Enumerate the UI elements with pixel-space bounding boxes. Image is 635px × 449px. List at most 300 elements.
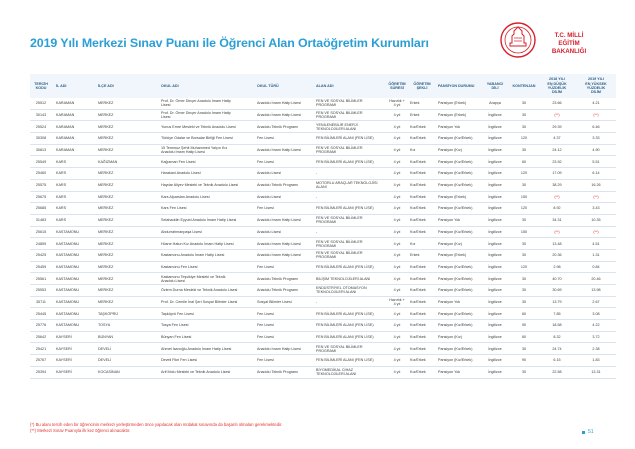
cell-code: 25460 — [35, 171, 47, 176]
cell-dil: İngilizce — [488, 323, 502, 328]
cell-il: KASTAMONU — [56, 323, 80, 328]
cell-p2019: 3.08 — [592, 311, 600, 316]
cell-sure: 4 yıl — [393, 241, 401, 246]
cell-sekil: Kız/Erkek — [410, 136, 426, 141]
cell-sure: 4 yıl — [393, 136, 401, 141]
cell-alan: BİYOMEDİKAL CİHAZ TEKNOLOJİLERİ ALANI — [316, 368, 357, 377]
cell-il: KASTAMONU — [56, 299, 80, 304]
cell-sekil: Kız — [410, 148, 416, 153]
cell-il: KARAMAN — [56, 101, 75, 106]
cell-ilce: MERKEZ — [98, 136, 114, 141]
cell-tur: Anadolu Lisesi — [257, 194, 281, 199]
cell-tur: Anadolu İmam Hatip Lisesi — [257, 253, 301, 258]
cell-ilce: MERKEZ — [98, 148, 114, 153]
cell-sure: 4 yıl — [393, 183, 401, 188]
cell-p2018: 20.36 — [552, 253, 562, 258]
cell-sure: 4 yıl — [393, 323, 401, 328]
cell-pansiyon: Pansiyon (Kız/Erkek) — [438, 171, 473, 176]
cell-tur: Anadolu İmam Hatip Lisesi — [257, 241, 301, 246]
cell-p2019: 10.35 — [591, 218, 601, 223]
cell-kontenjan: 90 — [521, 323, 527, 328]
cell-p2018: 8.32 — [553, 335, 561, 340]
footnote-2: (**) Merkezi Sınav Puanıyla ilk kez öğrenci alınacaktır. — [30, 428, 131, 433]
cell-kontenjan: 30 — [521, 101, 527, 106]
cell-okul: Kağızman Fen Lisesi — [161, 159, 196, 164]
column-header-okul: OKUL ADI — [161, 83, 179, 88]
footnotes — [30, 422, 282, 434]
cell-pansiyon: Pansiyon (Kız) — [438, 148, 462, 153]
column-header-il: İL ADI — [56, 83, 67, 88]
cell-kontenjan: 90 — [521, 358, 527, 363]
cell-ilce: DEVELİ — [98, 358, 112, 363]
cell-tur: Anadolu İmam Hatip Lisesi — [257, 112, 301, 117]
cell-code: 25512 — [35, 101, 47, 106]
cell-p2018: 8.92 — [553, 206, 561, 211]
cell-p2018: 40.70 — [552, 276, 562, 281]
cell-tur: Anadolu Lisesi — [257, 229, 281, 234]
cell-ilce: MERKEZ — [98, 206, 114, 211]
cell-alan: FEN VE SOSYAL BİLİMLER PROGRAMI — [316, 146, 363, 155]
cell-il: KARS — [56, 194, 67, 199]
footnote-1: (*) Bu alanı tercih eden bir öğrencinin merkezi yerleştirmeden önce yapılacak olan mülakat sınavında da başarılı olmaları gerekmektedir. — [30, 422, 283, 427]
cell-sekil: Kız — [410, 241, 416, 246]
cell-code: 25524 — [35, 124, 47, 129]
cell-pansiyon: Pansiyon Yok — [438, 299, 461, 304]
cell-sekil: Kız/Erkek — [410, 264, 426, 269]
cell-tur: Anadolu Teknik Programı — [257, 183, 299, 188]
cell-okul: Kastamonu Teşvikiye Mesleki ve Teknik Anadolu Lisesi — [161, 274, 226, 283]
cell-code: 30143 — [35, 112, 47, 117]
cell-tur: Anadolu Teknik Programı — [257, 124, 299, 129]
cell-p2018: 13.48 — [552, 241, 562, 246]
cell-p2018: (**) — [554, 112, 560, 117]
cell-tur: Anadolu İmam Hatip Lisesi — [257, 101, 301, 106]
cell-il: KARAMAN — [56, 148, 75, 153]
cell-sure: Hazırlık + 4 yıl — [389, 99, 405, 108]
cell-p2018: 6.15 — [553, 358, 561, 363]
column-header-p2019: 2019 YILI EN YÜKSEK YÜZDELİK DİLİM — [585, 77, 607, 95]
cell-il: KASTAMONU — [56, 288, 80, 293]
cell-alan: FEN VE SOSYAL BİLİMLER PROGRAMI — [316, 344, 363, 353]
cell-sure: 4 yıl — [393, 218, 401, 223]
cell-p2018: 17.09 — [552, 171, 562, 176]
cell-p2018: 30.69 — [552, 288, 562, 293]
cell-p2018: 4.37 — [553, 136, 561, 141]
cell-pansiyon: Pansiyon (Kız/Erkek) — [438, 276, 473, 281]
cell-okul: Kastamonu Fen Lisesi — [161, 264, 198, 269]
cell-alan: - — [316, 229, 318, 234]
cell-dil: Arapça — [489, 101, 501, 106]
cell-sekil: Kız/Erkek — [410, 299, 426, 304]
cell-dil: İngilizce — [488, 276, 502, 281]
cell-pansiyon: Pansiyon (Kız) — [438, 241, 462, 246]
cell-code: 25459 — [35, 264, 47, 269]
cell-sekil: Erkek — [410, 101, 420, 106]
cell-dil: İngilizce — [488, 218, 502, 223]
cell-p2018: 13.79 — [552, 299, 562, 304]
cell-p2019: 13.31 — [591, 370, 601, 375]
cell-tur: Fen Lisesi — [257, 136, 274, 141]
cell-pansiyon: Pansiyon (Kız/Erkek) — [438, 206, 473, 211]
table-row — [30, 156, 616, 168]
cell-pansiyon: Pansiyon (Kız/Erkek) — [438, 323, 473, 328]
cell-kontenjan: 30 — [521, 253, 527, 258]
cell-alan: FEN BİLİMLERİ ALANI (FEN LİSE) — [316, 335, 374, 340]
cell-code: 25615 — [35, 229, 47, 234]
cell-pansiyon: Pansiyon (Kız/Erkek) — [438, 183, 473, 188]
cell-pansiyon: Pansiyon Yok — [438, 370, 461, 375]
cell-dil: İngilizce — [488, 194, 502, 199]
table-row — [30, 332, 616, 344]
cell-pansiyon: Pansiyon (Erkek) — [438, 194, 467, 199]
cell-okul: Harakani Anadolu Lisesi — [161, 171, 201, 176]
cell-p2018: 24.12 — [552, 148, 562, 153]
cell-il: KARAMAN — [56, 124, 75, 129]
cell-pansiyon: Pansiyon (Kız/Erkek) — [438, 311, 473, 316]
cell-kontenjan: 30 — [521, 276, 527, 281]
cell-sekil: Kız/Erkek — [410, 194, 426, 199]
cell-p2018: 18.58 — [552, 323, 562, 328]
column-header-p2018: 2018 YILI EN DÜŞÜK YÜZDELİK DİLİM — [547, 77, 567, 95]
cell-okul: Özlem Durna Mesleki ve Teknik Anadolu Lisesi — [161, 288, 238, 293]
cell-kontenjan: 30 — [521, 241, 527, 246]
cell-il: KAYSERİ — [56, 358, 72, 363]
table-row — [30, 168, 616, 180]
cell-sure: 4 yıl — [393, 148, 401, 153]
table-row — [30, 215, 616, 227]
cell-alan: MOTORLU ARAÇLAR TEKNOLOJİSİ ALANI — [316, 181, 378, 190]
cell-okul: Develi Fikri Fen Lisesi — [161, 358, 198, 363]
cell-dil: İngilizce — [488, 206, 502, 211]
cell-alan: FEN BİLİMLERİ ALANI (FEN LİSE) — [316, 159, 374, 164]
cell-kontenjan: 60 — [521, 159, 527, 164]
cell-p2018: 7.85 — [553, 311, 561, 316]
cell-kontenjan: 120 — [520, 136, 528, 141]
cell-sekil: Kız/Erkek — [410, 159, 426, 164]
ministry-logo-text: T.C. MİLLİ EĞİTİM BAKANLIĞI — [551, 32, 587, 55]
cell-kontenjan: 60 — [521, 335, 527, 340]
cell-il: KASTAMONU — [56, 264, 80, 269]
cell-alan: BİLİŞİM TEKNOLOJİLERİ ALANI — [316, 276, 371, 281]
cell-alan: - — [316, 194, 318, 199]
cell-dil: İngilizce — [488, 229, 502, 234]
cell-p2019: 2.67 — [592, 299, 600, 304]
cell-sekil: Erkek — [410, 112, 420, 117]
cell-p2019: 3.33 — [592, 136, 600, 141]
cell-ilce: TAŞKÖPRÜ — [98, 311, 119, 316]
cell-kontenjan: 150 — [520, 194, 528, 199]
cell-pansiyon: Pansiyon (Erkek) — [438, 112, 467, 117]
cell-sekil: Kız/Erkek — [410, 288, 426, 293]
table-row — [30, 320, 616, 332]
column-header-code: TERCİH KODU — [34, 81, 48, 90]
cell-okul: Yunus Emre Mesleki ve Teknik Anadolu Lisesi — [161, 124, 236, 129]
cell-sekil: Kız/Erkek — [410, 358, 426, 363]
table-row — [30, 297, 616, 309]
cell-il: KARAMAN — [56, 136, 75, 141]
cell-sekil: Kız/Erkek — [410, 346, 426, 351]
cell-okul: Kastamonu Anadolu İmam Hatip Lisesi — [161, 253, 225, 258]
cell-sure: 4 yıl — [393, 358, 401, 363]
cell-okul: Abdurrahmanpaşa Lisesi — [161, 229, 202, 234]
cell-il: KARS — [56, 159, 67, 164]
cell-il: KAYSERİ — [56, 335, 72, 340]
cell-kontenjan: 60 — [521, 311, 527, 316]
table-row — [30, 250, 616, 262]
cell-alan: FEN BİLİMLERİ ALANI (FEN LİSE) — [316, 358, 374, 363]
table-row — [30, 262, 616, 274]
cell-il: KASTAMONU — [56, 276, 80, 281]
cell-kontenjan: 30 — [521, 124, 527, 129]
cell-okul: Hüsne Hatun Kız Anadolu İmam Hatip Lisesi — [161, 241, 234, 246]
cell-okul: Kars Alparslan Anadolu Lisesi — [161, 194, 210, 199]
cell-dil: İngilizce — [488, 159, 502, 164]
cell-ilce: MERKEZ — [98, 288, 114, 293]
cell-code: 25767 — [35, 358, 47, 363]
cell-kontenjan: 120 — [520, 206, 528, 211]
cell-sekil: Kız/Erkek — [410, 171, 426, 176]
cell-pansiyon: Pansiyon (Kız/Erkek) — [438, 346, 473, 351]
cell-okul: Prof. Dr. Cemile İnal Şeri Sosyal Bilimler Lisesi — [161, 299, 238, 304]
cell-dil: İngilizce — [488, 171, 502, 176]
cell-p2019: 3.43 — [592, 206, 600, 211]
cell-dil: İngilizce — [488, 311, 502, 316]
cell-ilce: DEVELİ — [98, 346, 112, 351]
cell-pansiyon: Pansiyon (Erkek) — [438, 253, 467, 258]
cell-p2019: 5.51 — [592, 159, 600, 164]
table-row — [30, 192, 616, 204]
cell-code: 25549 — [35, 159, 47, 164]
cell-kontenjan: 30 — [521, 183, 527, 188]
cell-okul: Tosya Fen Lisesi — [161, 323, 189, 328]
column-header-ilce: İLÇE ADI — [98, 83, 114, 88]
cell-ilce: MERKEZ — [98, 112, 114, 117]
column-header-sure: ÖĞRETİM SÜRESİ — [388, 81, 406, 90]
cell-code: 25394 — [35, 370, 47, 375]
cell-pansiyon: Pansiyon (Kız/Erkek) — [438, 358, 473, 363]
cell-code: 30308 — [35, 136, 47, 141]
cell-alan: FEN BİLİMLERİ ALANI (FEN LİSE) — [316, 311, 374, 316]
cell-il: KAYSERİ — [56, 346, 72, 351]
cell-tur: Anadolu Teknik Programı — [257, 370, 299, 375]
cell-alan: FEN BİLİMLERİ ALANI (FEN LİSE) — [316, 323, 374, 328]
cell-p2018: 34.31 — [552, 218, 562, 223]
cell-p2019: (**) — [593, 194, 599, 199]
cell-okul: Kars Fen Lisesi — [161, 206, 187, 211]
cell-p2018: 29.39 — [552, 124, 562, 129]
cell-code: 25642 — [35, 335, 47, 340]
cell-ilce: MERKEZ — [98, 101, 114, 106]
cell-alan: FEN BİLİMLERİ ALANI (FEN LİSE) — [316, 264, 374, 269]
cell-okul: Taşköprü Fen Lisesi — [161, 311, 194, 316]
cell-ilce: KAĞIZMAN — [98, 159, 118, 164]
cell-dil: İngilizce — [488, 148, 502, 153]
table-row — [30, 285, 616, 297]
cell-tur: Fen Lisesi — [257, 311, 274, 316]
table-row — [30, 367, 616, 379]
cell-code: 25685 — [35, 206, 47, 211]
cell-kontenjan: 30 — [521, 370, 527, 375]
cell-ilce: TOSYA — [98, 323, 111, 328]
cell-pansiyon: Pansiyon (Kız/Erkek) — [438, 159, 473, 164]
cell-pansiyon: Pansiyon (Kız/Erkek) — [438, 136, 473, 141]
cell-dil: İngilizce — [488, 112, 502, 117]
cell-sure: 4 yıl — [393, 229, 401, 234]
cell-p2018: 22.58 — [552, 370, 562, 375]
table-row — [30, 98, 616, 110]
cell-ilce: MERKEZ — [98, 241, 114, 246]
table-row — [30, 308, 616, 320]
table-row — [30, 238, 616, 250]
cell-ilce: MERKEZ — [98, 253, 114, 258]
cell-sekil: Kız/Erkek — [410, 206, 426, 211]
ministry-logo-icon — [498, 20, 542, 60]
cell-tur: Sosyal Bilimler Lisesi — [257, 299, 292, 304]
cell-tur: Fen Lisesi — [257, 335, 274, 340]
cell-sure: 4 yıl — [393, 335, 401, 340]
cell-p2019: 6.14 — [592, 171, 600, 176]
cell-dil: İngilizce — [488, 299, 502, 304]
cell-sure: Hazırlık + 4 yıl — [389, 297, 405, 307]
cell-pansiyon: Pansiyon (Kız/Erkek) — [438, 229, 473, 234]
cell-dil: İngilizce — [488, 370, 502, 375]
cell-code: 25776 — [35, 323, 47, 328]
cell-il: KASTAMONU — [56, 241, 80, 246]
cell-ilce: KOCASİNAN — [98, 370, 120, 375]
cell-sekil: Kız/Erkek — [410, 370, 426, 375]
cell-alan: FEN VE SOSYAL BİLİMLER PROGRAMI — [316, 216, 363, 225]
table-row — [30, 343, 616, 355]
column-header-tur: OKUL TÜRÜ — [257, 83, 279, 88]
cell-kontenjan: 30 — [521, 112, 527, 117]
page-title: 2019 Yılı Merkezi Sınav Puanı ile Öğrenci Alan Ortaöğretim Kurumları — [30, 36, 429, 50]
cell-okul: 15 Temmuz Şehit Muhammed Yalçın Kız Anadolu İmam Hatip Lisesi — [161, 146, 228, 155]
cell-p2019: 4.22 — [592, 323, 600, 328]
table-row — [30, 203, 616, 215]
cell-sure: 4 yıl — [393, 264, 401, 269]
cell-code: 25425 — [35, 253, 47, 258]
cell-okul: Arif Molu Mesleki ve Teknik Anadolu Lisesi — [161, 370, 231, 375]
cell-p2019: 6.46 — [592, 124, 600, 129]
cell-code: 25561 — [35, 276, 47, 281]
table-row — [30, 227, 616, 239]
cell-dil: İngilizce — [488, 253, 502, 258]
cell-ilce: MERKEZ — [98, 171, 114, 176]
cell-tur: Fen Lisesi — [257, 323, 274, 328]
cell-p2019: 4.21 — [592, 101, 600, 106]
cell-alan: FEN VE SOSYAL BİLİMLER PROGRAMI — [316, 110, 363, 120]
cell-p2019: (**) — [593, 112, 599, 117]
table-row — [30, 121, 616, 133]
cell-p2019: 20.46 — [591, 276, 601, 281]
cell-kontenjan: 30 — [521, 299, 527, 304]
cell-okul: Prof. Dr. Ömer Dinçer Anadolu İmam Hatip Lisesi — [161, 110, 231, 120]
cell-p2019: 2.38 — [592, 346, 600, 351]
cell-tur: Anadolu Lisesi — [257, 171, 281, 176]
table-row — [30, 110, 616, 122]
cell-p2019: 13.98 — [591, 288, 601, 293]
cell-ilce: MERKEZ — [98, 229, 114, 234]
cell-alan: YENİLENEBİLİR ENERJİ TEKNOLOJİLERİ ALANI — [316, 122, 358, 131]
cell-alan: FEN BİLİMLERİ ALANI (FEN LİSE) — [316, 206, 374, 211]
cell-p2018: 23.66 — [552, 101, 562, 106]
cell-il: KARS — [56, 218, 67, 223]
cell-sekil: Kız/Erkek — [410, 323, 426, 328]
cell-sure: 4 yıl — [393, 124, 401, 129]
cell-p2019: 0.84 — [592, 264, 600, 269]
cell-p2018: (**) — [554, 194, 560, 199]
cell-kontenjan: 30 — [521, 346, 527, 351]
cell-p2018: 24.74 — [552, 346, 562, 351]
page-marker — [582, 431, 585, 434]
cell-tur: Fen Lisesi — [257, 358, 274, 363]
cell-sure: 4 yıl — [393, 346, 401, 351]
column-header-sekil: ÖĞRETİM ŞEKLİ — [413, 81, 431, 90]
cell-kontenjan: 30 — [521, 148, 527, 153]
cell-pansiyon: Pansiyon Yok — [438, 218, 461, 223]
cell-kontenjan: 120 — [520, 171, 528, 176]
cell-pansiyon: Pansiyon (Erkek) — [438, 101, 467, 106]
table-row — [30, 273, 616, 285]
cell-kontenjan: 30 — [521, 288, 527, 293]
cell-p2019: 1.31 — [592, 253, 600, 258]
cell-pansiyon: Pansiyon (Kız/Erkek) — [438, 264, 473, 269]
cell-alan: FEN VE SOSYAL BİLİMLER PROGRAMI — [316, 251, 363, 260]
cell-sekil: Erkek — [410, 253, 420, 258]
cell-alan: - — [316, 171, 318, 176]
cell-ilce: MERKEZ — [98, 183, 114, 188]
cell-code: 24859 — [35, 241, 47, 246]
cell-sure: 4 yıl — [393, 276, 401, 281]
cell-tur: Fen Lisesi — [257, 159, 274, 164]
cell-sekil: Kız/Erkek — [410, 229, 426, 234]
cell-dil: İngilizce — [488, 136, 502, 141]
column-header-alan: ALAN ADI — [316, 83, 334, 88]
cell-p2018: (**) — [554, 229, 560, 234]
cell-sure: 4 yıl — [393, 112, 401, 117]
cell-alan: FEN VE SOSYAL BİLİMLER PROGRAMI — [316, 99, 363, 108]
cell-code: 25675 — [35, 194, 47, 199]
cell-pansiyon: Pansiyon Yok — [438, 124, 461, 129]
cell-code: 25421 — [35, 346, 47, 351]
cell-pansiyon: Pansiyon (Kız) — [438, 335, 462, 340]
table-header — [30, 74, 616, 98]
cell-p2019: 3.72 — [592, 335, 600, 340]
cell-ilce: MERKEZ — [98, 299, 114, 304]
cell-p2019: 4.90 — [592, 148, 600, 153]
cell-il: KARS — [56, 206, 67, 211]
cell-il: KARS — [56, 171, 67, 176]
table-row — [30, 355, 616, 367]
cell-ilce: MERKEZ — [98, 276, 114, 281]
column-header-pansiyon: PANSİYON DURUMU — [438, 83, 475, 88]
cell-ilce: MERKEZ — [98, 264, 114, 269]
cell-ilce: MERKEZ — [98, 218, 114, 223]
cell-code: 35711 — [36, 299, 46, 304]
cell-okul: Türkiye Odalar ve Borsalar Birliği Fen Lisesi — [161, 136, 233, 141]
cell-sekil: Kız/Erkek — [410, 276, 426, 281]
cell-okul: Ahmet İsanoğlu Anadolu İmam Hatip Lisesi — [161, 346, 232, 351]
cell-dil: İngilizce — [488, 288, 502, 293]
column-header-kontenjan: KONTENJAN — [512, 83, 536, 88]
column-header-dil: YABANCI DİLİ — [486, 81, 504, 90]
cell-p2018: 38.29 — [552, 183, 562, 188]
cell-alan: - — [316, 299, 318, 304]
cell-dil: İngilizce — [488, 358, 502, 363]
table-row — [30, 133, 616, 145]
cell-sekil: Kız/Erkek — [410, 335, 426, 340]
cell-p2019: (**) — [593, 229, 599, 234]
